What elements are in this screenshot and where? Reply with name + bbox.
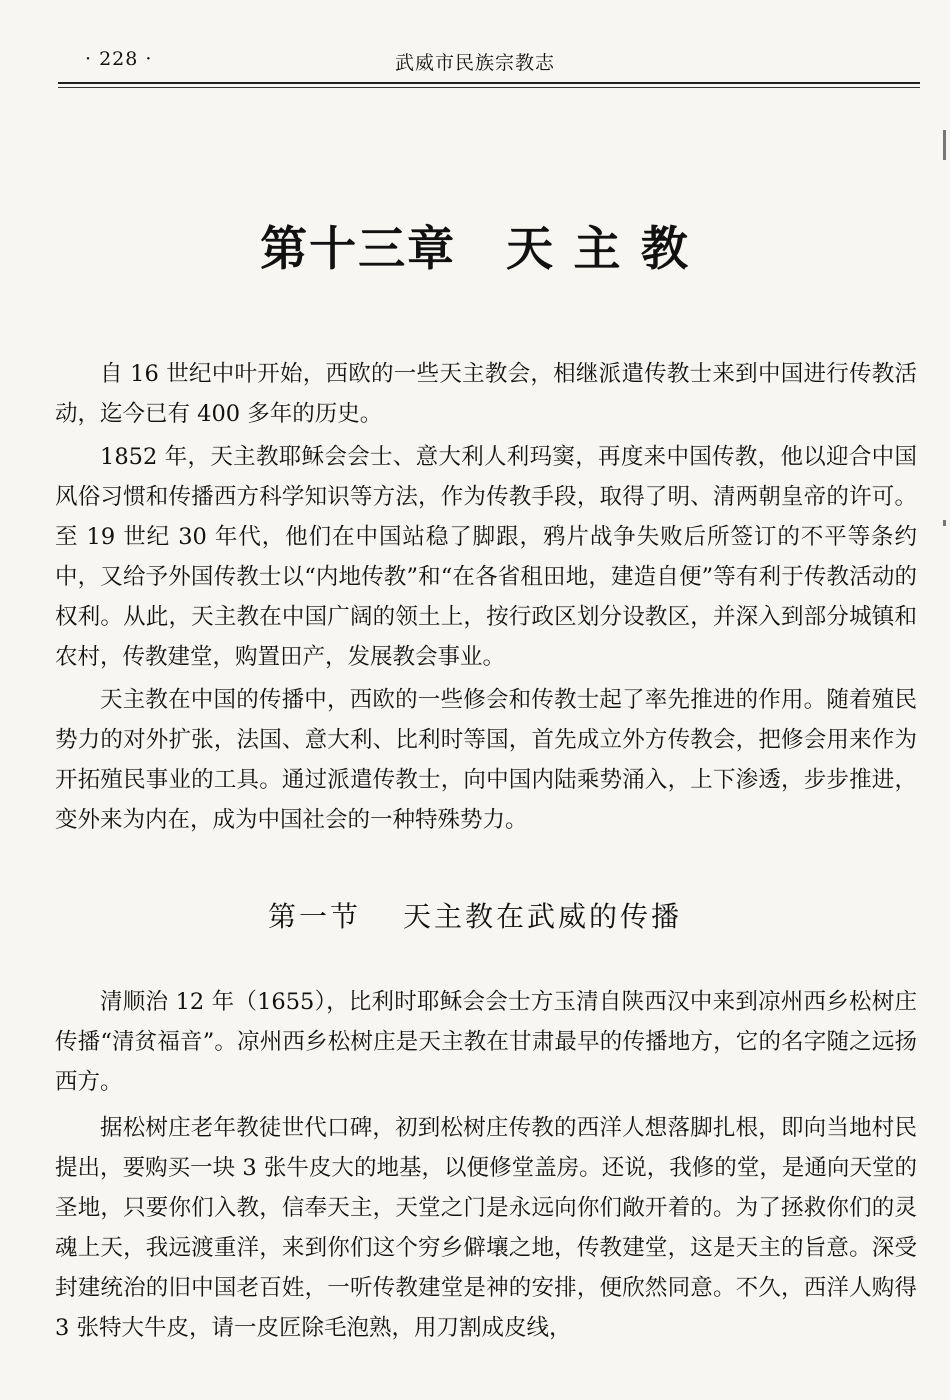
running-head [55, 40, 915, 80]
section-text [55, 982, 917, 1348]
intro-paragraph-3: 天主教在中国的传播中，西欧的一些修会和传教士起了率先推进的作用。随着殖民势力的对外扩张，法国、意大利、比利时等国，首先成立外方传教会，把修会用来作为开拓殖民事业的工具。通过派遣传教士，向中国内陆乘势涌入，上下渗透，步步推进，变外来为内在，成为中国社会的一种特殊势力。 [55, 687, 917, 833]
intro-paragraph-2: 1852 年，天主教耶稣会会士、意大利人利玛窦，再度来中国传教，他以迎合中国风俗习惯和传播西方科学知识等方法，作为传教手段，取得了明、清两朝皇帝的许可。至 19 世纪 30 年代，他们在中国站稳了脚跟，鸦片战争失败后所签订的不平等条约中，又给予外国传教士以“内地传教”和“在各省租田地，建造自便”等有利于传教活动的权利。从此，天主教在中国广阔的领土上，按行政区划分设教区，并深入到部分城镇和农村，传教建堂，购置田产，发展教会事业。 [55, 444, 917, 670]
book-title: 武威市民族宗教志 [395, 52, 556, 74]
scan-edge-mark [943, 520, 946, 526]
scan-edge-mark [943, 130, 946, 160]
header-rule-thick [58, 82, 920, 84]
intro-text [55, 354, 917, 840]
section-title [0, 895, 950, 935]
page-number: · 228 · [85, 48, 153, 70]
chapter-title [0, 212, 950, 279]
chapter-name: 天 主 教 [506, 222, 690, 277]
intro-paragraph-1: 自 16 世纪中叶开始，西欧的一些天主教会，相继派遣传教士来到中国进行传教活动，迄今已有 400 多年的历史。 [55, 361, 917, 427]
section-paragraph-1: 清顺治 12 年（1655），比利时耶稣会会士方玉清自陕西汉中来到凉州西乡松树庄传播“清贫福音”。凉州西乡松树庄是天主教在甘肃最早的传播地方，它的名字随之远扬西方。 [55, 989, 917, 1095]
section-number: 第一节 [267, 900, 361, 933]
section-paragraph-2: 据松树庄老年教徒世代口碑，初到松树庄传教的西洋人想落脚扎根，即向当地村民提出，要购买一块 3 张牛皮大的地基，以便修堂盖房。还说，我修的堂，是通向天堂的圣地，只要你们入教，信奉天主，天堂之门是永远向你们敞开着的。为了拯救你们的灵魂上天，我远渡重洋，来到你们这个穷乡僻壤之地，传教建堂，这是天主的旨意。深受封建统治的旧中国老百姓，一听传教建堂是神的安排，便欣然同意。不久，西洋人购得 3 张特大牛皮，请一皮匠除毛泡熟，用刀割成皮线， [55, 1115, 917, 1341]
section-name: 天主教在武威的传播 [403, 900, 683, 933]
header-rule-thin [58, 87, 920, 88]
chapter-number: 第十三章 [260, 222, 457, 277]
